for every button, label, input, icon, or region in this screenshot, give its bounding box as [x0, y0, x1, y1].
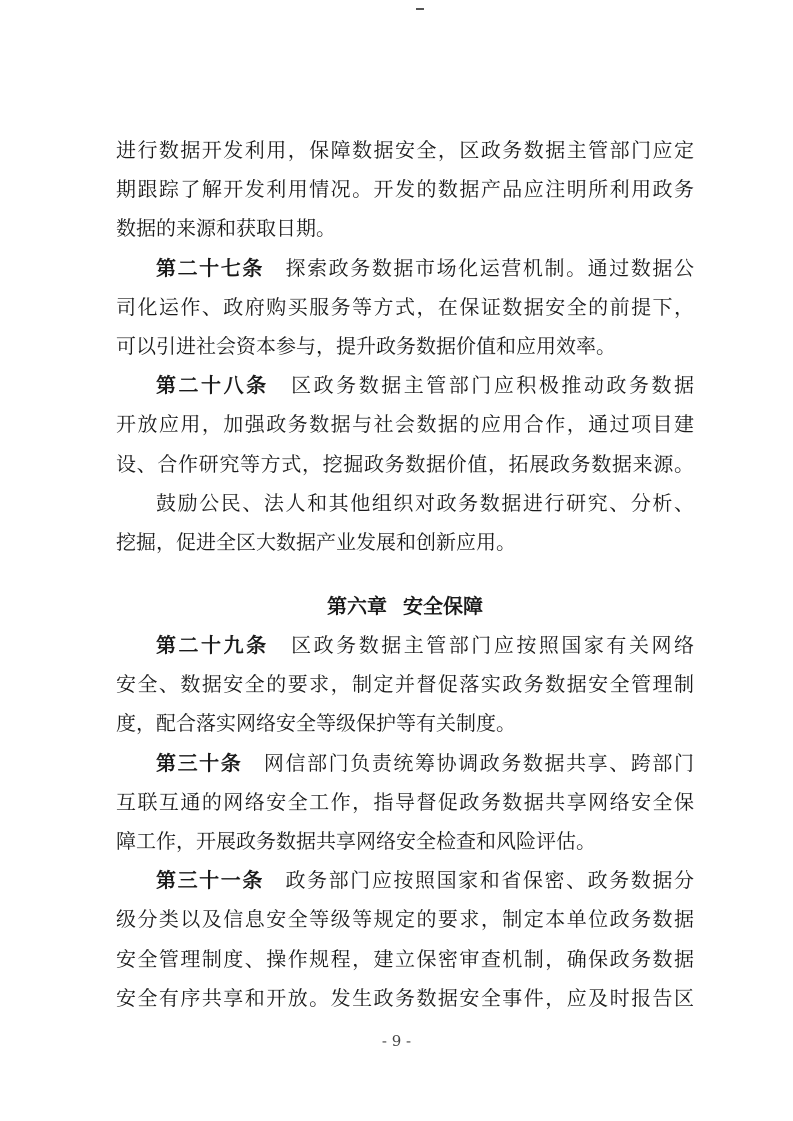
article-28-first-line — [116, 366, 694, 405]
chapter-heading — [116, 586, 694, 626]
text-line: 安全有序共享和开放。发生政务数据安全事件，应及时报告区 — [116, 985, 694, 1010]
article-27-first-line — [116, 249, 694, 288]
article-28-text: 区政务数据主管部门应积极推动政务数据 — [288, 373, 695, 398]
text-line: 期跟踪了解开发利用情况。开发的数据产品应注明所利用政务 — [116, 177, 694, 202]
article-29-text: 区政务数据主管部门应按照国家有关网络 — [288, 633, 695, 658]
article-31-number: 第三十一条 — [156, 868, 264, 893]
article-28-number: 第二十八条 — [156, 373, 269, 398]
article-27-text: 探索政务数据市场化运营机制。通过数据公 — [283, 255, 695, 280]
text-line: 司化运作、政府购买服务等方式，在保证数据安全的前提下， — [116, 294, 694, 319]
article-27-number: 第二十七条 — [156, 255, 264, 280]
article-30-first-line — [116, 744, 694, 783]
article-29-number: 第二十九条 — [156, 633, 269, 658]
text-line: 设、合作研究等方式，挖掘政务数据价值，拓展政务数据来源。 — [116, 451, 694, 476]
article-29-first-line — [116, 626, 694, 665]
chapter-title: 安全保障 — [403, 594, 483, 619]
article-30-number: 第三十条 — [156, 750, 243, 775]
page-number: - 9 - — [381, 1032, 412, 1050]
text-line: 度，配合落实网络安全等级保护等有关制度。 — [116, 711, 516, 736]
scan-mark — [416, 8, 424, 10]
text-line: 进行数据开发利用，保障数据安全，区政务数据主管部门应定 — [116, 138, 694, 162]
text-line: 级分类以及信息安全等级等规定的要求，制定本单位政务数据 — [116, 907, 694, 932]
text-line: 鼓励公民、法人和其他组织对政务数据进行研究、分析、 — [156, 490, 694, 515]
text-line: 挖掘，促进全区大数据产业发展和创新应用。 — [116, 529, 516, 554]
text-line: 数据的来源和获取日期。 — [116, 216, 336, 241]
document-body — [116, 131, 694, 1018]
text-line: 障工作，开展政务数据共享网络安全检查和风险评估。 — [116, 829, 596, 853]
chapter-number: 第六章 — [327, 594, 387, 619]
article-30-text: 网信部门负责统筹协调政务数据共享、跨部门 — [262, 750, 695, 775]
text-line: 安全管理制度、操作规程，建立保密审查机制，确保政务数据 — [116, 946, 694, 971]
text-line: 安全、数据安全的要求，制定并督促落实政务数据安全管理制 — [116, 672, 694, 697]
article-31-first-line — [116, 861, 694, 900]
article-31-text: 政务部门应按照国家和省保密、政务数据分 — [283, 868, 695, 893]
text-line: 互联互通的网络安全工作，指导督促政务数据共享网络安全保 — [116, 789, 694, 814]
text-line: 可以引进社会资本参与，提升政务数据价值和应用效率。 — [116, 333, 616, 358]
text-line: 开放应用，加强政务数据与社会数据的应用合作，通过项目建 — [116, 412, 694, 437]
